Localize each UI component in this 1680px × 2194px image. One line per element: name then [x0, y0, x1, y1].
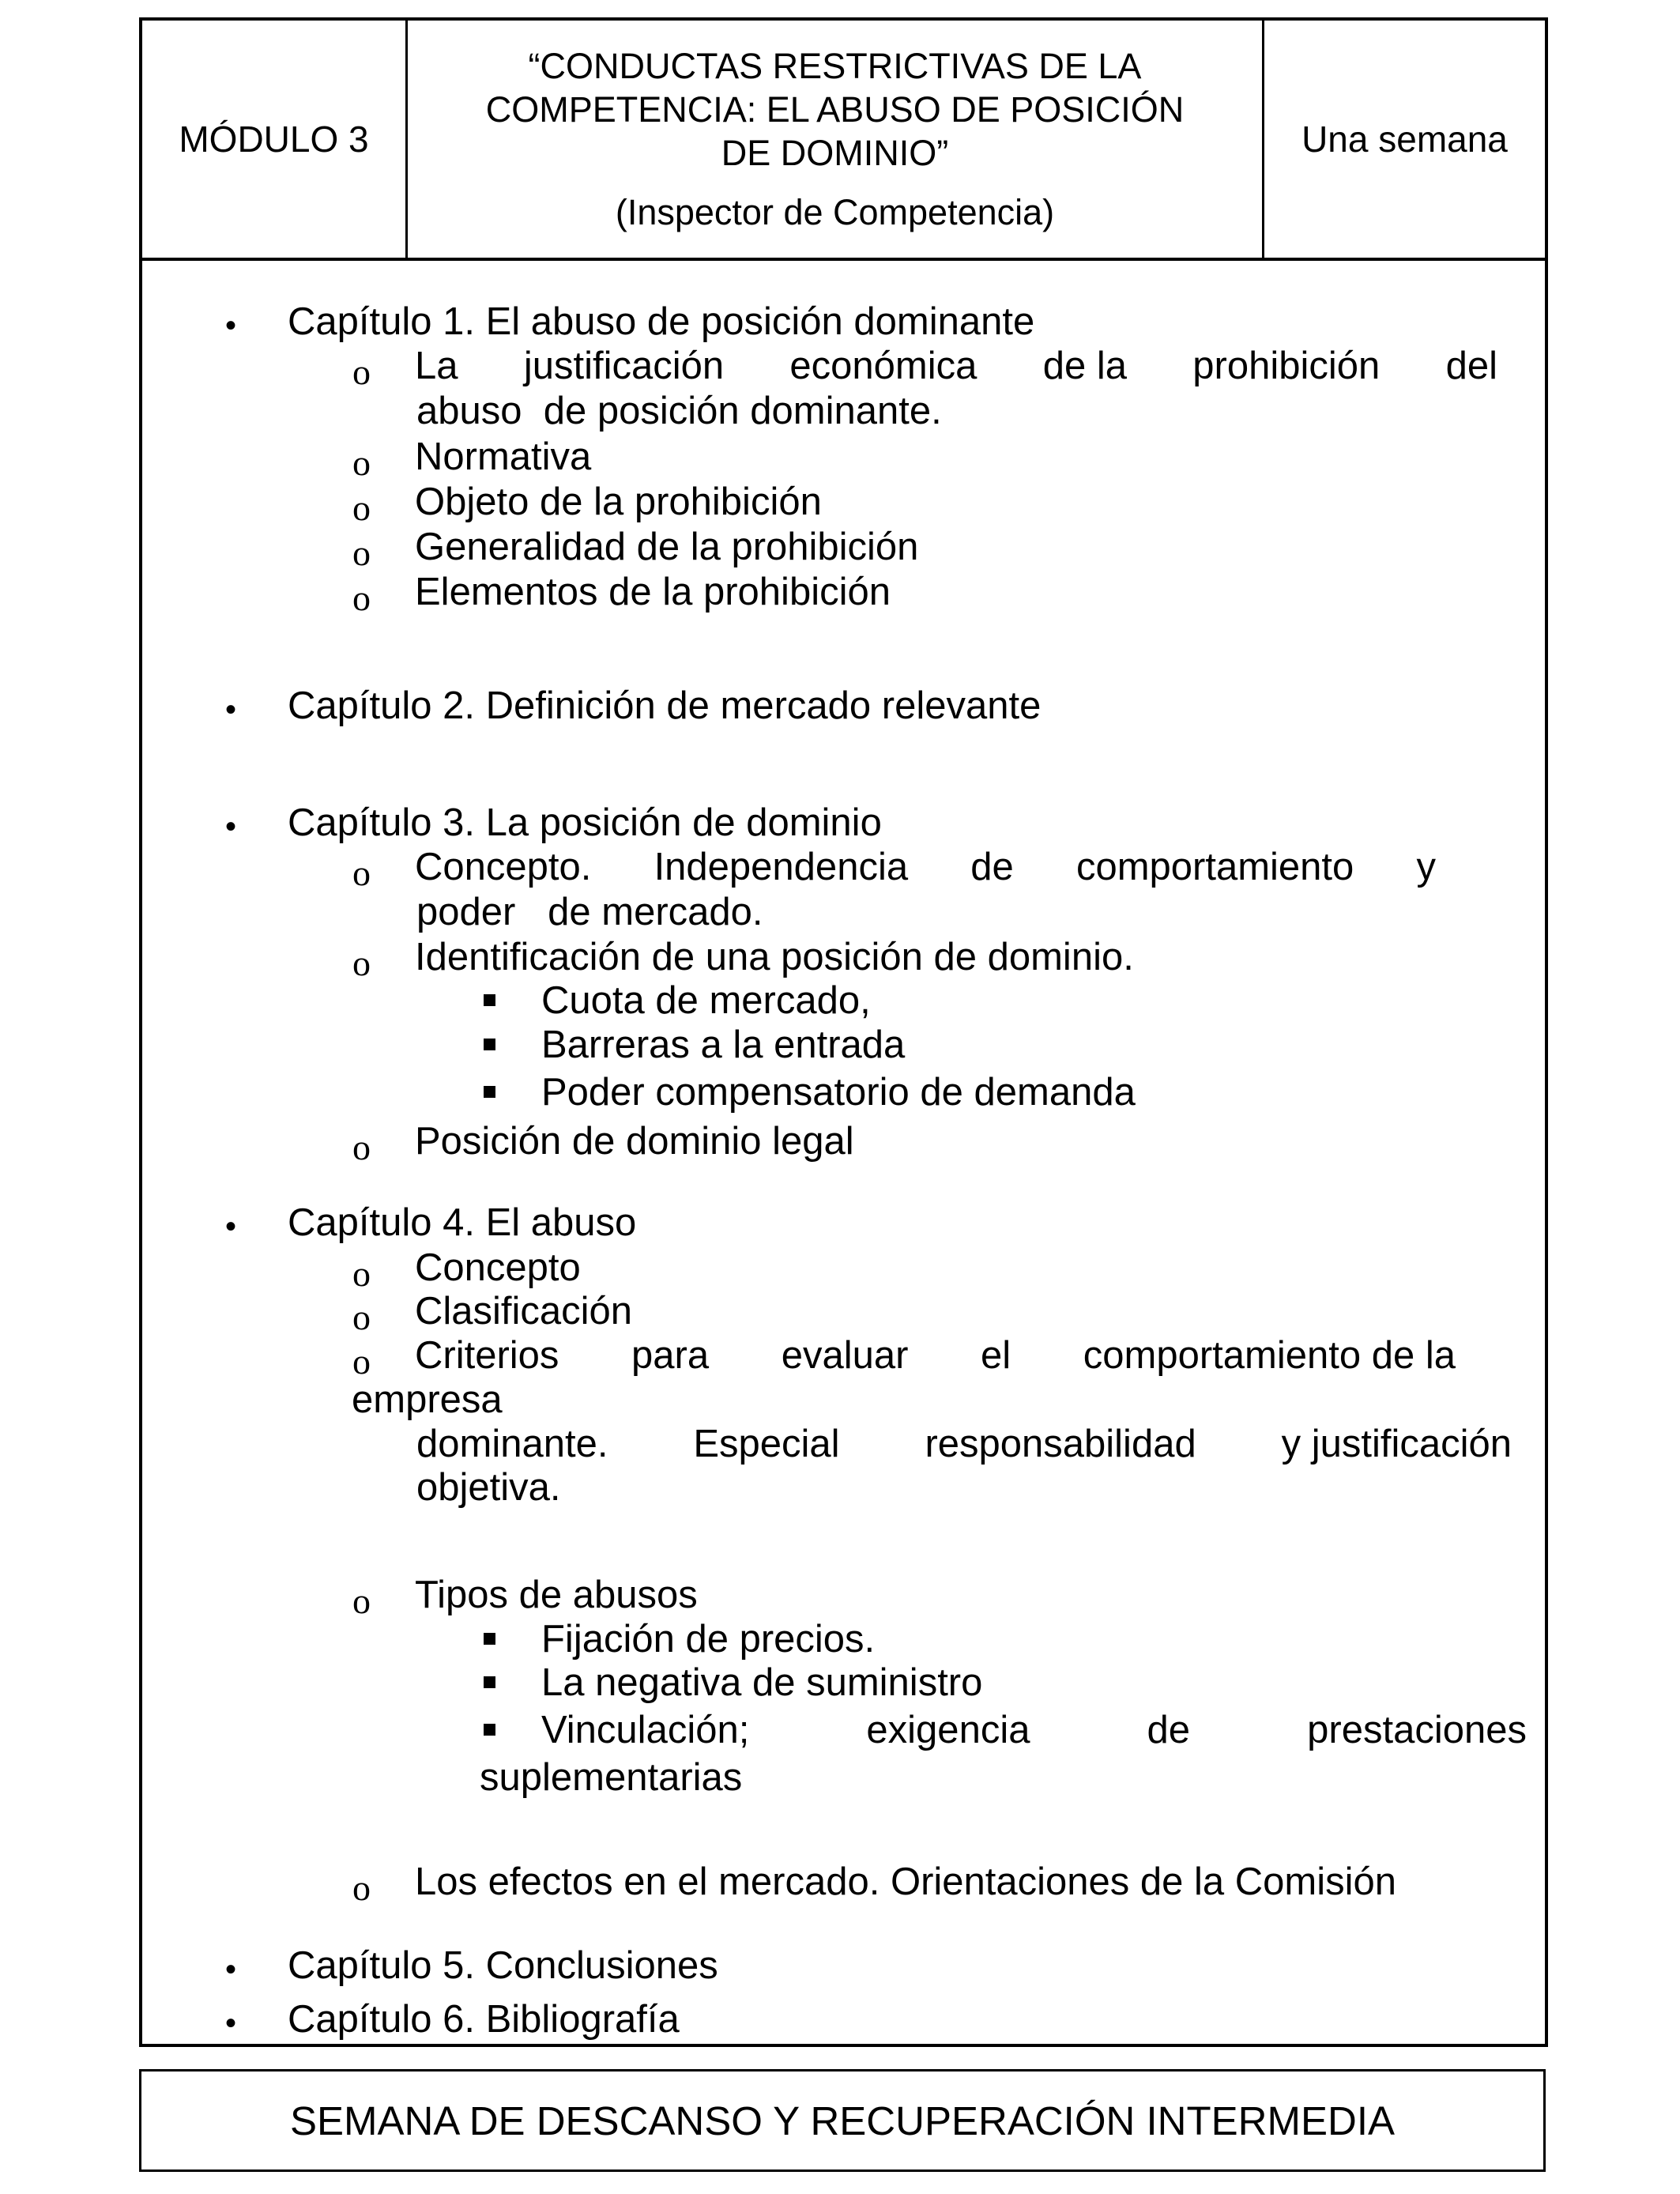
word: económica: [789, 345, 977, 387]
word: el: [981, 1334, 1011, 1377]
word: justificación: [523, 345, 725, 387]
module-subtitle: (Inspector de Competencia): [615, 192, 1055, 232]
chapter-1-item-2: Normativa: [415, 435, 592, 478]
chapter-3-subitem-3: Poder compensatorio de demanda: [541, 1071, 1136, 1114]
word: dominante.: [416, 1423, 608, 1465]
circle-marker: o: [352, 1868, 371, 1908]
word: comportamiento de la: [1083, 1334, 1456, 1377]
square-bullet-icon: [484, 1039, 495, 1050]
bullet-marker: •: [225, 1209, 237, 1244]
chapter-4-item-3-continued-2: [416, 1421, 1512, 1467]
chapter-1-title: Capítulo 1. El abuso de posición dominante: [288, 300, 1035, 343]
chapter-1-item-1: [415, 343, 1497, 389]
circle-marker: o: [352, 578, 371, 618]
word: Concepto.: [415, 846, 592, 888]
chapter-4-subitem-3-continued: suplementarias: [480, 1756, 743, 1799]
bullet-marker: •: [225, 308, 237, 343]
circle-marker: o: [352, 443, 371, 483]
circle-marker: o: [352, 1581, 371, 1621]
word: y justificación: [1281, 1423, 1512, 1465]
word: y: [1416, 846, 1436, 888]
word: comportamiento: [1075, 846, 1354, 888]
chapter-1-item-5: Elementos de la prohibición: [415, 571, 891, 613]
word: de: [970, 846, 1014, 888]
chapter-5-title: Capítulo 5. Conclusiones: [288, 1944, 718, 1987]
chapter-4-item-2: Clasificación: [415, 1290, 633, 1333]
bullet-marker: •: [225, 692, 237, 727]
module-duration: [1264, 21, 1545, 258]
chapter-3-item-1: [415, 844, 1436, 890]
chapter-4-subitem-1: Fijación de precios.: [541, 1618, 876, 1661]
word: La: [415, 345, 458, 387]
circle-marker: o: [352, 352, 371, 392]
word: prohibición: [1192, 345, 1381, 387]
word: responsabilidad: [925, 1423, 1196, 1465]
duration-label: Una semana: [1301, 119, 1508, 160]
chapter-4-item-1: Concepto: [415, 1246, 581, 1289]
module-title-line-1: “CONDUCTAS RESTRICTIVAS DE LA: [528, 46, 1142, 86]
bullet-marker: •: [225, 1952, 237, 1987]
word: exigencia: [866, 1709, 1030, 1751]
circle-marker: o: [352, 1297, 371, 1337]
rest-week-label: SEMANA DE DESCANSO Y RECUPERACIÓN INTERMEDIA: [289, 2098, 1396, 2143]
module-header-table: [139, 17, 1548, 261]
chapter-4-subitem-3: [541, 1707, 1527, 1753]
module-title-line-3: DE DOMINIO”: [721, 133, 949, 173]
module-label: MÓDULO 3: [179, 119, 369, 160]
word: Especial: [693, 1423, 840, 1465]
chapter-3-item-3: Posición de dominio legal: [415, 1120, 854, 1163]
word: prestaciones: [1307, 1709, 1527, 1751]
square-bullet-icon: [484, 994, 495, 1006]
word: evaluar: [781, 1334, 909, 1377]
bullet-marker: •: [225, 2006, 237, 2041]
chapter-1-item-1-continued: abuso de posición dominante.: [416, 390, 942, 432]
chapter-1-item-4: Generalidad de la prohibición: [415, 526, 919, 568]
word: para: [631, 1334, 710, 1377]
chapter-6-title: Capítulo 6. Bibliografía: [288, 1998, 680, 2041]
circle-marker: o: [352, 943, 371, 983]
square-bullet-icon: [484, 1676, 495, 1688]
rest-week-box: [139, 2069, 1546, 2172]
chapter-2-title: Capítulo 2. Definición de mercado relevante: [288, 684, 1042, 727]
circle-marker: o: [352, 488, 371, 528]
module-number: [142, 21, 408, 258]
circle-marker: o: [352, 1253, 371, 1294]
chapter-4-item-4: Tipos de abusos: [415, 1574, 698, 1616]
word: Criterios: [415, 1334, 559, 1377]
module-title-cell: [408, 21, 1264, 258]
word: de: [1147, 1709, 1191, 1751]
chapter-3-subitem-1: Cuota de mercado,: [541, 979, 871, 1022]
chapter-3-subitem-2: Barreras a la entrada: [541, 1023, 906, 1066]
square-bullet-icon: [484, 1086, 495, 1098]
circle-marker: o: [352, 853, 371, 893]
chapter-4-item-3-continued-3: objetiva.: [416, 1466, 561, 1509]
circle-marker: o: [352, 1341, 371, 1382]
chapter-4-item-3-continued-1: empresa: [352, 1378, 503, 1421]
bullet-marker: •: [225, 809, 237, 844]
chapter-3-title: Capítulo 3. La posición de dominio: [288, 801, 882, 844]
module-title-line-2: COMPETENCIA: EL ABUSO DE POSICIÓN: [485, 89, 1185, 130]
chapter-4-item-5: Los efectos en el mercado. Orientaciones de la Comisión: [415, 1860, 1396, 1903]
circle-marker: o: [352, 533, 371, 573]
chapter-3-item-1-continued: poder de mercado.: [416, 891, 763, 933]
word: de la: [1042, 345, 1127, 387]
word: Independencia: [654, 846, 909, 888]
chapter-1-item-3: Objeto de la prohibición: [415, 481, 822, 523]
chapter-3-item-2: Identificación de una posición de dominio.: [415, 936, 1134, 978]
square-bullet-icon: [484, 1633, 495, 1645]
syllabus-content: [139, 258, 1548, 2047]
chapter-4-subitem-2: La negativa de suministro: [541, 1661, 983, 1704]
chapter-4-item-3: [415, 1333, 1456, 1378]
word: Vinculación;: [541, 1709, 750, 1751]
word: del: [1445, 345, 1497, 387]
chapter-4-title: Capítulo 4. El abuso: [288, 1201, 637, 1244]
square-bullet-icon: [484, 1724, 495, 1736]
circle-marker: o: [352, 1127, 371, 1167]
